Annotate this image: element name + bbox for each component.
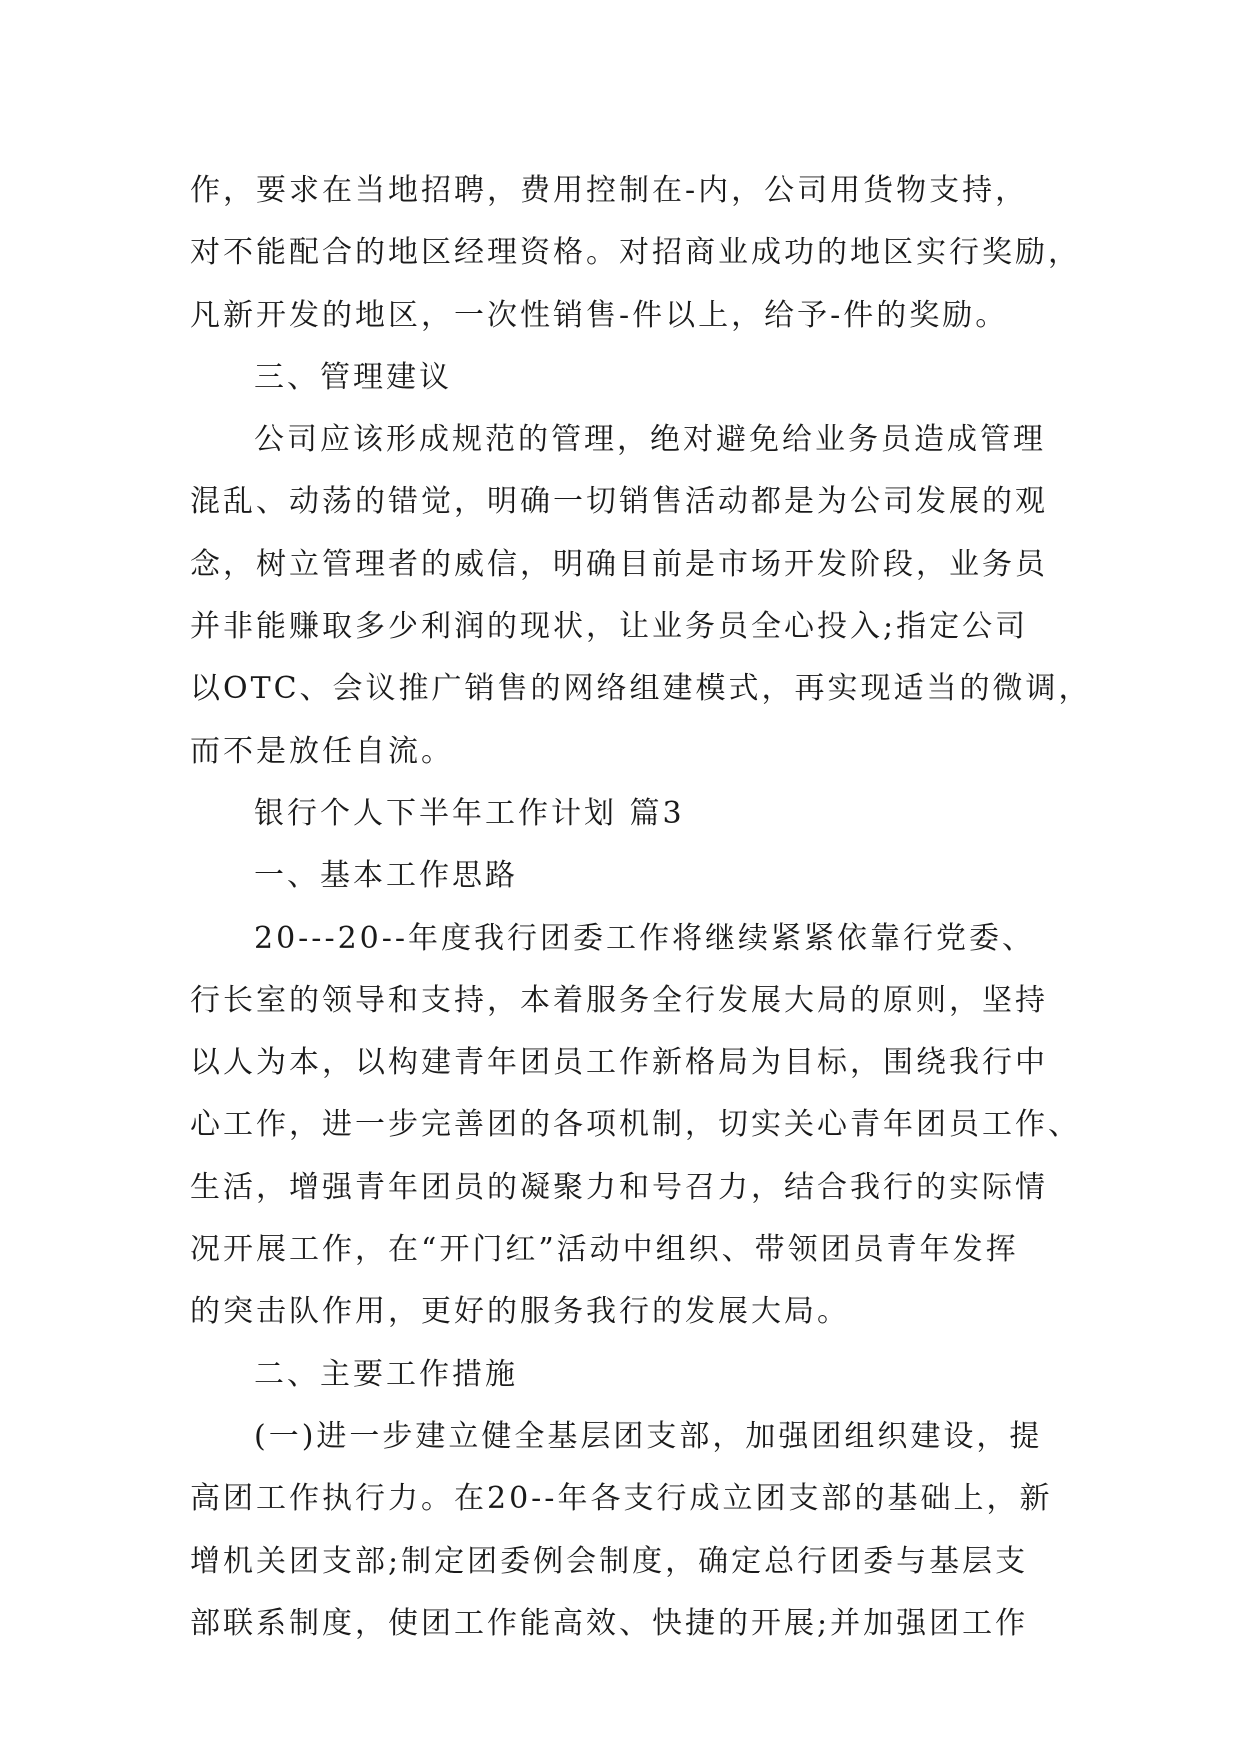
- text-line: 行长室的领导和支持，本着服务全行发展大局的原则，坚持: [190, 982, 1048, 1018]
- document-title: 银行个人下半年工作计划 篇3: [254, 795, 685, 831]
- text-line: 高团工作执行力。在20--年各支行成立团支部的基础上，新: [190, 1481, 1053, 1517]
- section-heading: 三、管理建议: [254, 359, 452, 395]
- paragraph-start: 公司应该形成规范的管理，绝对避免给业务员造成管理: [254, 422, 1046, 458]
- text-line: 以人为本，以构建青年团员工作新格局为目标，围绕我行中: [190, 1045, 1048, 1081]
- text-line: 部联系制度，使团工作能高效、快捷的开展;并加强团工作: [190, 1605, 1029, 1641]
- text-line: 生活，增强青年团员的凝聚力和号召力，结合我行的实际情: [190, 1169, 1048, 1205]
- text-line: 况开展工作，在“开门红”活动中组织、带领团员青年发挥: [190, 1232, 1019, 1268]
- text-line: 并非能赚取多少利润的现状，让业务员全心投入;指定公司: [190, 609, 1029, 645]
- text-line: 而不是放任自流。: [190, 733, 454, 769]
- text-line: 念，树立管理者的威信，明确目前是市场开发阶段，业务员: [190, 546, 1048, 582]
- text-line: 作，要求在当地招聘，费用控制在-内，公司用货物支持，: [190, 173, 1029, 208]
- section-heading: 一、基本工作思路: [254, 858, 518, 894]
- paragraph-start: (一)进一步建立健全基层团支部，加强团组织建设，提: [254, 1418, 1043, 1454]
- section-heading: 二、主要工作措施: [254, 1356, 518, 1392]
- text-line: 凡新开发的地区，一次性销售-件以上，给予-件的奖励。: [190, 297, 1009, 333]
- text-line: 以OTC、会议推广销售的网络组建模式，再实现适当的微调，: [190, 671, 1092, 707]
- text-line: 心工作，进一步完善团的各项机制，切实关心青年团员工作、: [190, 1107, 1081, 1143]
- text-line: 的突击队作用，更好的服务我行的发展大局。: [190, 1294, 850, 1330]
- document-body: [190, 160, 1090, 1655]
- text-line: 对不能配合的地区经理资格。对招商业成功的地区实行奖励，: [190, 235, 1081, 271]
- paragraph-start: 20---20--年度我行团委工作将继续紧紧依靠行党委、: [254, 920, 1036, 956]
- text-line: 增机关团支部;制定团委例会制度，确定总行团委与基层支: [190, 1543, 1029, 1579]
- text-line: 混乱、动荡的错觉，明确一切销售活动都是为公司发展的观: [190, 484, 1048, 520]
